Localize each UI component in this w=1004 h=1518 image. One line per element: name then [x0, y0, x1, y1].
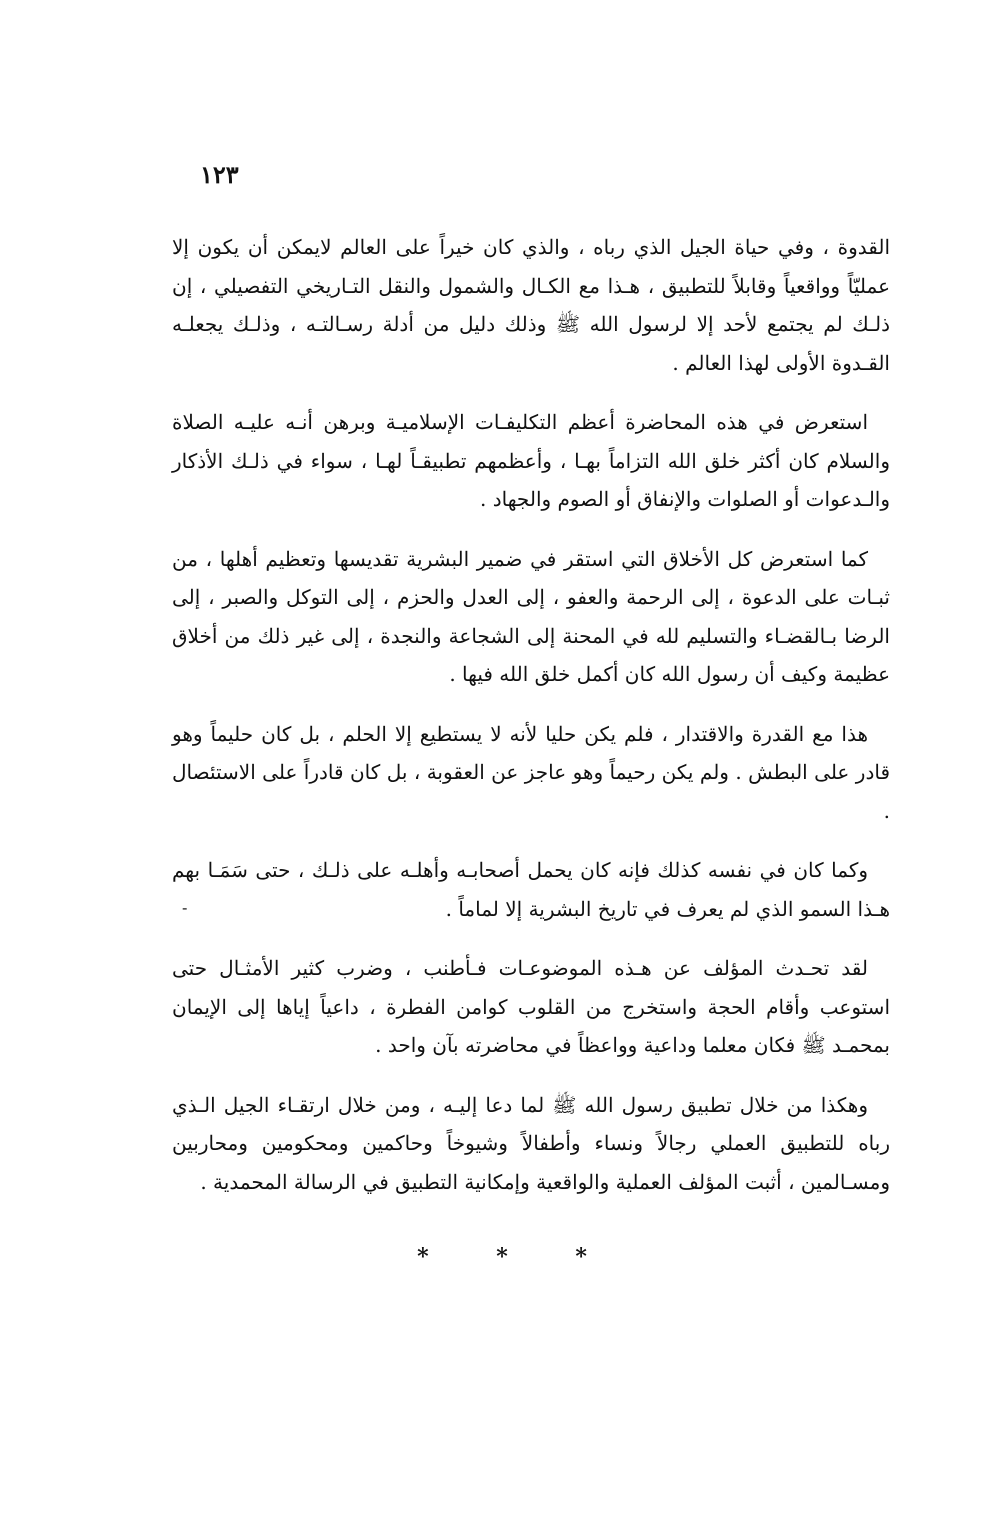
- paragraph-2: استعرض في هذه المحاضرة أعظم التكليفـات الإسلاميـة وبرهن أنـه عليـه الصلاة والسلام كان أكثر خلق الله التزاماً بهـا ، وأعظمهم تطبيقـاً لهـا ، سواء في ذلـك الأذكار والـدعوات أو الصلوات والإنفاق أو الصوم والجهاد .: [172, 410, 890, 511]
- paragraph-6: لقد تحـدث المؤلف عن هـذه الموضوعـات فـأطنب ، وضرب كثير الأمثـال حتى استوعب وأقام الحجة واستخرج من القلوب كوامن الفطرة ، داعياً إياها إلى الإيمان بمحمـد ﷺ فكان معلما وداعية وواعظاً في محاضرته بآن واحد .: [172, 956, 890, 1057]
- paragraph-4: هذا مع القدرة والاقتدار ، فلم يكن حليا لأنه لا يستطيع إلا الحلم ، بل كان حليماً وهو قادر على البطش . ولم يكن رحيماً وهو عاجز عن العقوبة ، بل كان قادراً على الاستئصال .: [172, 721, 890, 823]
- body-text: [172, 228, 890, 1222]
- paragraph-5: وكما كان في نفسه كذلك فإنه كان يحمل أصحابـه وأهلـه على ذلـك ، حتى سَمَـا بهم هـذا السمو الذي لم يعرف في تاريخ البشرية إلا لماماً .: [172, 858, 890, 921]
- paragraph-7: وهكذا من خلال تطبيق رسول الله ﷺ لما دعا إليـه ، ومن خلال ارتقـاء الجيل الـذي رباه للتطبيق العملي رجالاً ونساء وأطفالاً وشيوخاً وحاكمين ومحكومين ومحاربين ومسـالمين ، أثبت المؤلف العملية والواقعية وإمكانية التطبيق في الرسالة المحمدية .: [172, 1092, 890, 1194]
- paragraph-1: القدوة ، وفي حياة الجيل الذي رباه ، والذي كان خيراً على العالم لايمكن أن يكون إلا عمليّاً وواقعياً وقابلاً للتطبيق ، هـذا مع الكـال والشمول والنقل التـاريخي التفصيلي ، إن ذلـك لم يجتمع لأحد إلا لرسول الله ﷺ وذلك دليل من أدلة رسـالتـه ، وذلـك يجعلـه القـدوة الأولى لهذا العالم .: [172, 235, 890, 375]
- margin-mark: -: [182, 898, 188, 917]
- page-number: ١٢٣: [200, 160, 239, 189]
- paragraph-3: كما استعرض كل الأخلاق التي استقر في ضمير البشرية تقديسها وتعظيم أهلها ، من ثبـات على الدعوة ، إلى الرحمة والعفو ، إلى العدل والحزم ، إلى التوكل والصبر ، إلى الرضا بـالقضـاء والتسليم لله في المحنة إلى الشجاعة والنجدة ، إلى غير ذلك من أخلاق عظيمة وكيف أن رسول الله كان أكمل خلق الله فيها .: [172, 546, 890, 686]
- section-separator: * * *: [417, 1244, 617, 1270]
